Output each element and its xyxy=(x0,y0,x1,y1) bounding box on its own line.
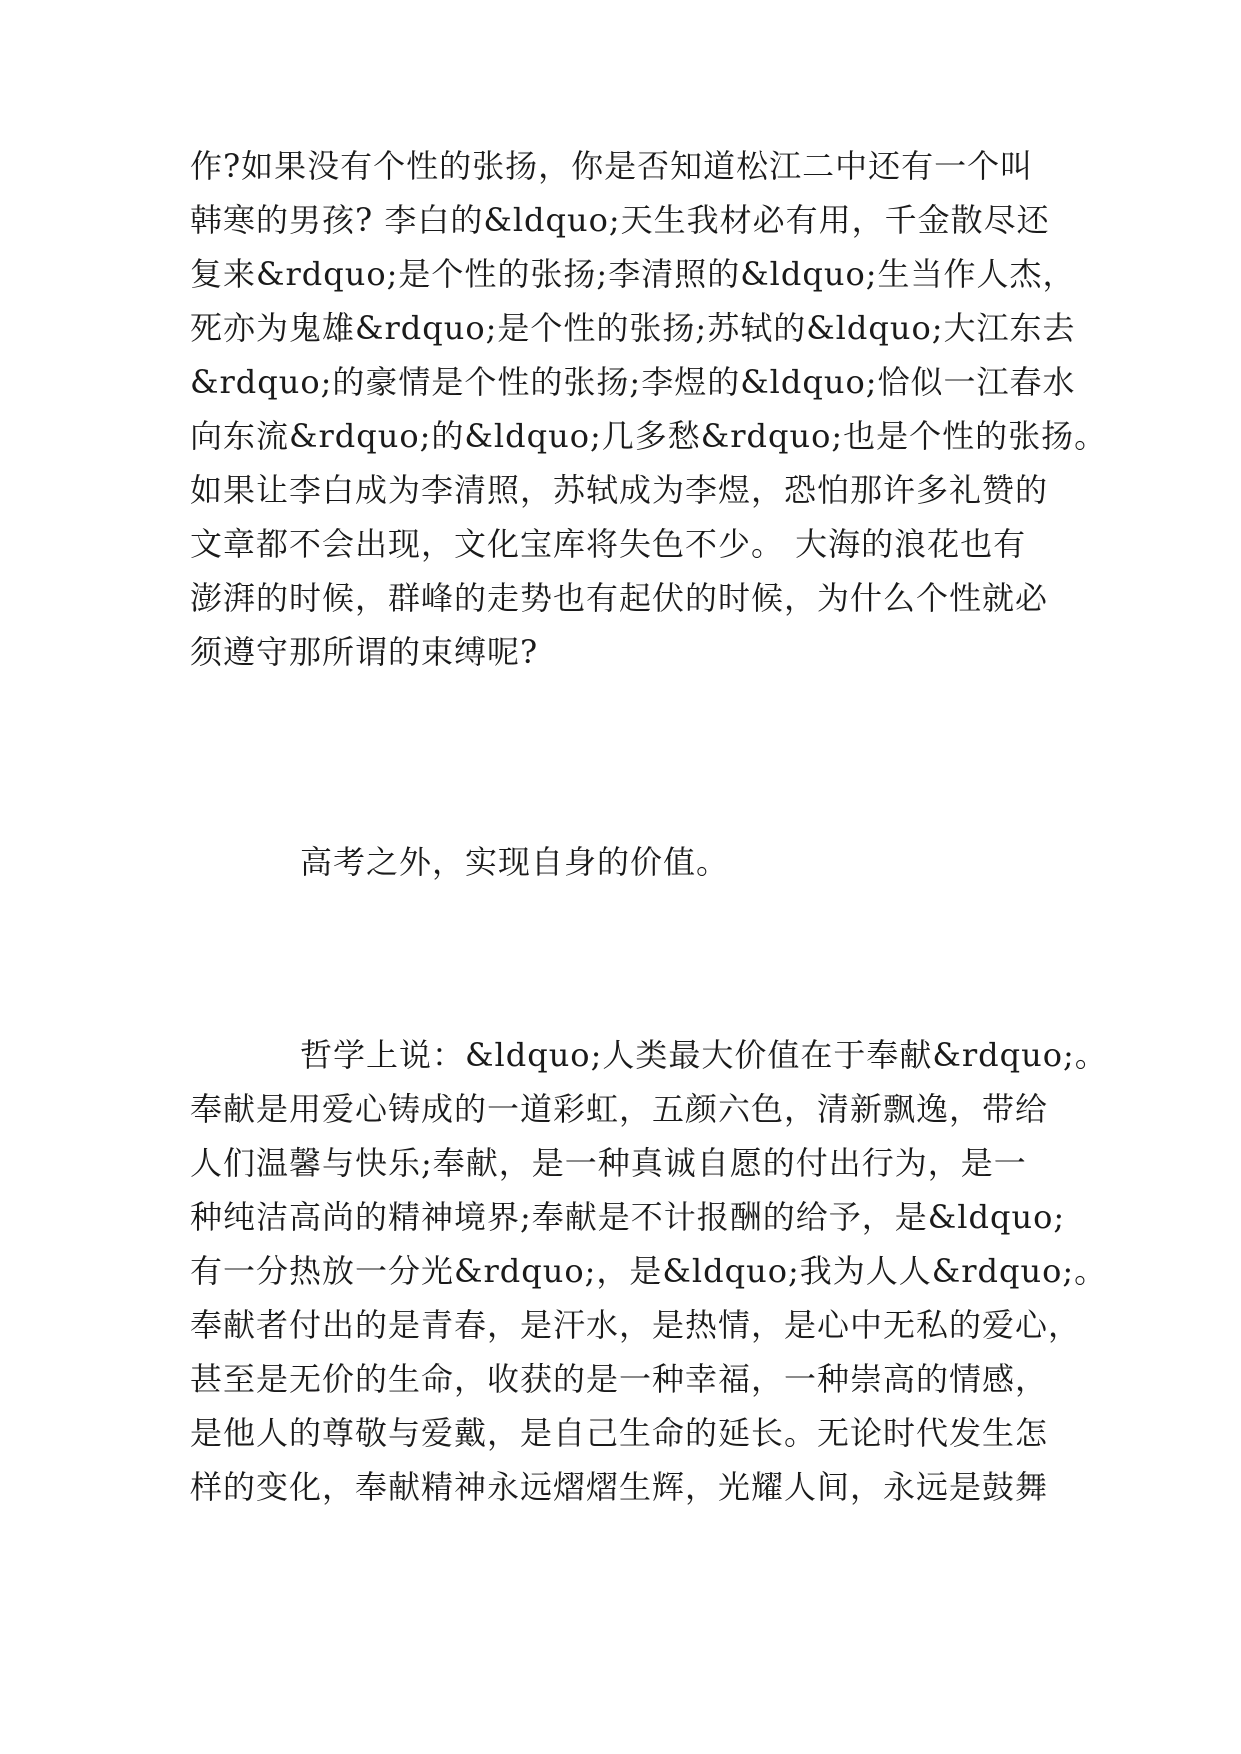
text-line: 韩寒的男孩? 李白的&ldquo;天生我材必有用，千金散尽还 xyxy=(190,201,1050,239)
text-line: 哲学上说：&ldquo;人类最大价值在于奉献&rdquo;。 xyxy=(300,1036,1108,1074)
text-line: 作?如果没有个性的张扬，你是否知道松江二中还有一个叫 xyxy=(190,147,1034,185)
text-line: 澎湃的时候，群峰的走势也有起伏的时候，为什么个性就必 xyxy=(190,579,1049,617)
text-line: 人们温馨与快乐;奉献，是一种真诚自愿的付出行为，是一 xyxy=(190,1144,1027,1182)
text-line: 种纯洁高尚的精神境界;奉献是不计报酬的给予，是&ldquo; xyxy=(190,1198,1066,1236)
section-heading: 高考之外，实现自身的价值。 xyxy=(300,843,730,881)
text-line: 死亦为鬼雄&rdquo;是个性的张扬;苏轼的&ldquo;大江东去 xyxy=(190,309,1076,347)
text-line: 向东流&rdquo;的&ldquo;几多愁&rdquo;也是个性的张扬。 xyxy=(190,417,1108,455)
text-line: 甚至是无价的生命，收获的是一种幸福，一种崇高的情感， xyxy=(190,1360,1049,1398)
text-line: 奉献是用爱心铸成的一道彩虹，五颜六色，清新飘逸，带给 xyxy=(190,1090,1049,1128)
text-line: 样的变化，奉献精神永远熠熠生辉，光耀人间，永远是鼓舞 xyxy=(190,1468,1049,1506)
text-line: 奉献者付出的是青春，是汗水，是热情，是心中无私的爱心， xyxy=(190,1306,1082,1344)
text-line: 如果让李白成为李清照，苏轼成为李煜，恐怕那许多礼赞的 xyxy=(190,471,1049,509)
text-line: 须遵守那所谓的束缚呢? xyxy=(190,633,539,671)
text-line: 复来&rdquo;是个性的张扬;李清照的&ldquo;生当作人杰， xyxy=(190,255,1076,293)
text-line: 文章都不会出现，文化宝库将失色不少。 大海的浪花也有 xyxy=(190,525,1027,563)
text-line: 有一分热放一分光&rdquo;，是&ldquo;我为人人&rdquo;。 xyxy=(190,1252,1108,1290)
text-line: &rdquo;的豪情是个性的张扬;李煜的&ldquo;恰似一江春水 xyxy=(190,363,1076,401)
text-line: 是他人的尊敬与爱戴，是自己生命的延长。无论时代发生怎 xyxy=(190,1414,1049,1452)
